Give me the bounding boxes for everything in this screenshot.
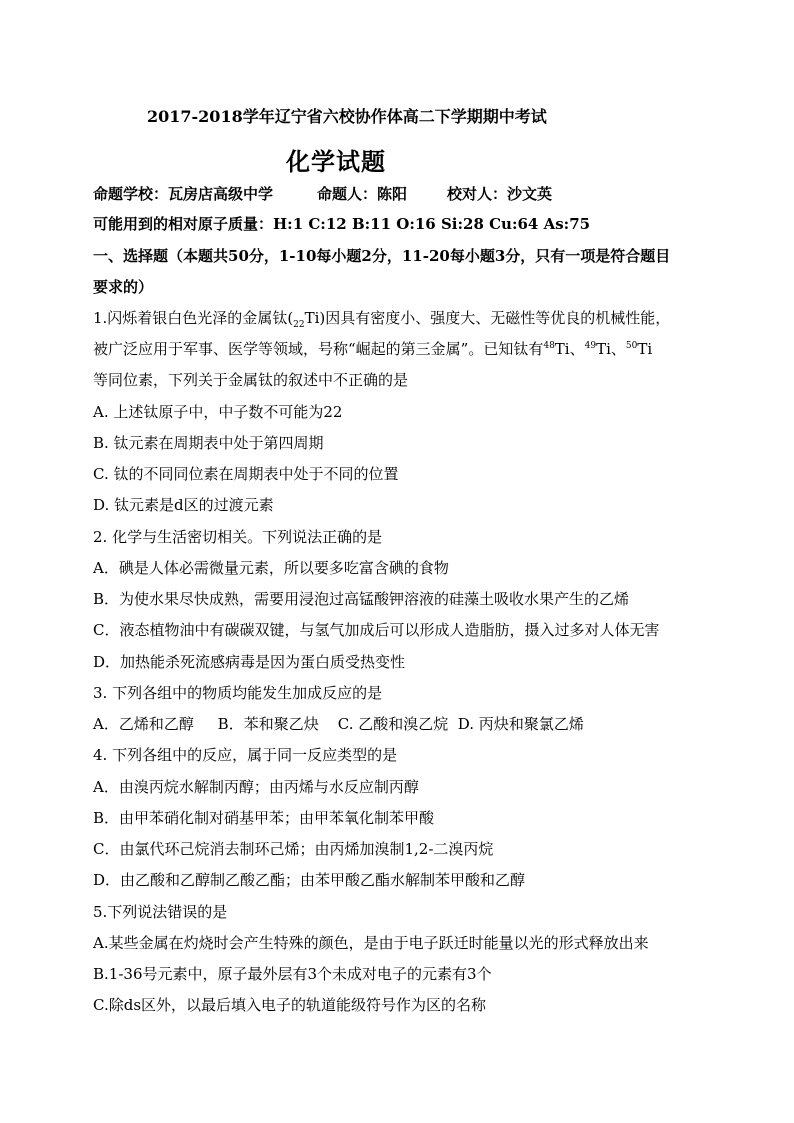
q2-option-b: B．为使水果尽快成熟，需要用浸泡过高锰酸钾溶液的硅藻土吸收水果产生的乙烯 — [93, 590, 630, 608]
q2-stem: 2. 化学与生活密切相关。下列说法正确的是 — [93, 528, 383, 546]
meta-proofreader: 校对人：沙文英 — [447, 185, 553, 203]
q4-option-a: A．由溴丙烷水解制丙醇；由丙烯与水反应制丙醇 — [93, 778, 419, 796]
q4-option-c: C．由氯代环己烷消去制环己烯；由丙烯加溴制1,2-二溴丙烷 — [93, 840, 494, 858]
q2-option-a: A．碘是人体必需微量元素，所以要多吃富含碘的食物 — [93, 559, 449, 577]
q1-option-c: C. 钛的不同同位素在周期表中处于不同的位置 — [93, 465, 399, 483]
q4-stem: 4. 下列各组中的反应，属于同一反应类型的是 — [93, 746, 398, 764]
exam-title: 2017-2018学年辽宁省六校协作体高二下学期期中考试 — [147, 107, 547, 126]
meta-author: 命题人：陈阳 — [317, 185, 408, 203]
q5-option-a: A.某些金属在灼烧时会产生特殊的颜色，是由于电子跃迁时能量以光的形式释放出来 — [93, 934, 649, 952]
q4-option-b: B．由甲苯硝化制对硝基甲苯；由甲苯氧化制苯甲酸 — [93, 809, 435, 827]
q3-stem: 3. 下列各组中的物质均能发生加成反应的是 — [93, 684, 383, 702]
exam-meta — [93, 184, 552, 204]
q4-option-d: D．由乙酸和乙醇制乙酸乙酯；由苯甲酸乙酯水解制苯甲酸和乙醇 — [93, 871, 526, 889]
q1-stem-line3: 等同位素，下列关于金属钛的叙述中不正确的是 — [93, 371, 409, 389]
q2-option-d: D．加热能杀死流感病毒是因为蛋白质受热变性 — [93, 653, 406, 671]
exam-subtitle: 化学试题 — [286, 147, 386, 176]
q1-option-a: A. 上述钛原子中，中子数不可能为22 — [93, 403, 343, 421]
section1-heading-line1: 一、选择题（本题共50分，1-10每小题2分，11-20每小题3分，只有一项是符合题目 — [93, 247, 671, 265]
q1-option-d: D. 钛元素是d区的过渡元素 — [93, 496, 274, 514]
q1-stem-line2: 被广泛应用于军事、医学等领域，号称“崛起的第三金属”。已知钛有$^{48}$Ti、$^{49}$Ti、$^{50}$Ti — [93, 340, 653, 358]
section1-heading-line2: 要求的） — [93, 278, 154, 296]
q2-option-c: C．液态植物油中有碳碳双键，与氢气加成后可以形成人造脂肪，摄入过多对人体无害 — [93, 621, 660, 639]
q3-options: A．乙烯和乙醇 B．苯和聚乙炔 C. 乙酸和溴乙烷 D. 丙炔和聚氯乙烯 — [93, 715, 584, 733]
q5-stem: 5.下列说法错误的是 — [93, 903, 228, 921]
q5-option-c: C.除ds区外，以最后填入电子的轨道能级符号作为区的名称 — [93, 996, 487, 1014]
q1-stem-line1: 1.闪烁着银白色光泽的金属钛$(_{22}Ti)$因具有密度小、强度大、无磁性等优良的机械性能， — [93, 309, 671, 330]
q1-option-b: B. 钛元素在周期表中处于第四周期 — [93, 434, 324, 452]
atomic-masses: 可能用到的相对原子质量：H:1 C:12 B:11 O:16 Si:28 Cu:64 As:75 — [93, 215, 591, 233]
q5-option-b: B.1-36号元素中，原子最外层有3个未成对电子的元素有3个 — [93, 965, 492, 983]
meta-school: 命题学校：瓦房店高级中学 — [93, 185, 274, 203]
